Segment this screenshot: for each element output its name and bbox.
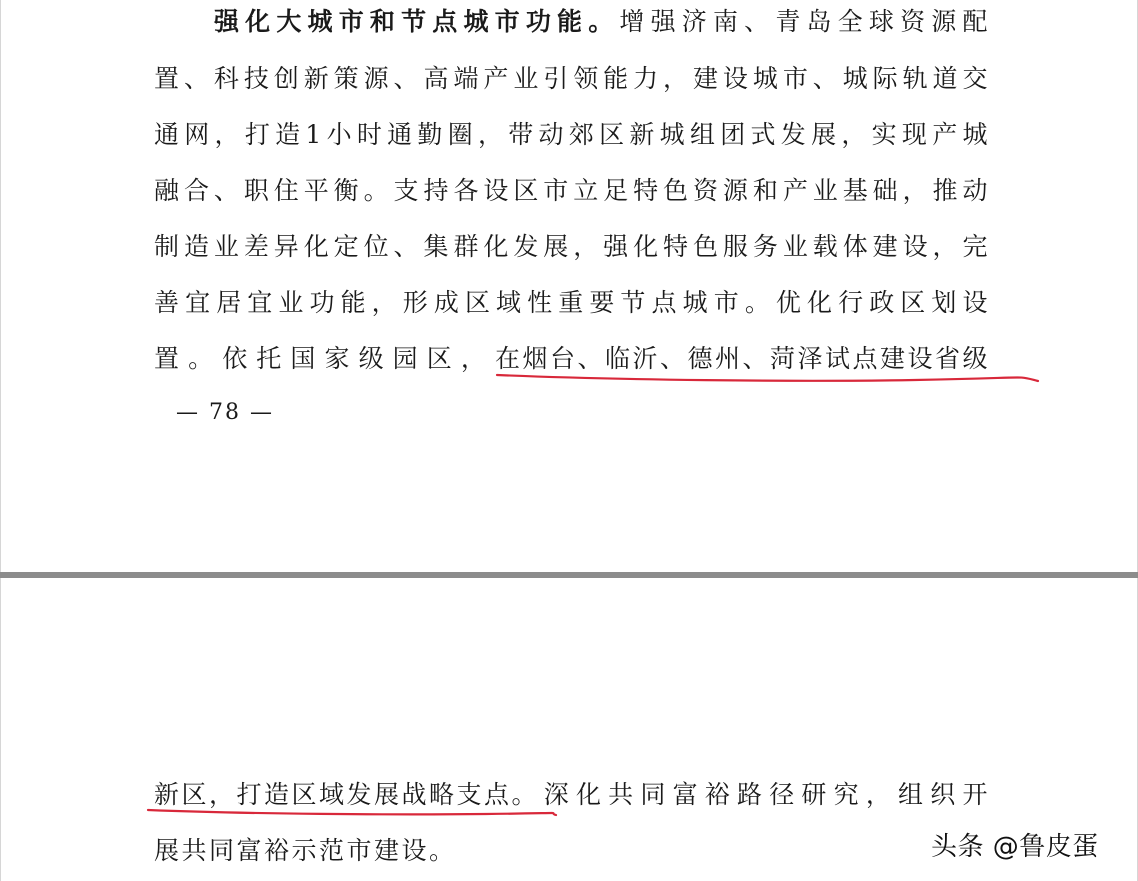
page-number: — 78 — <box>176 400 274 425</box>
paragraph-line-7 <box>154 339 990 379</box>
paragraph-line-3: 通网，打造1小时通勤圈，带动郊区新城组团式发展，实现产城 <box>154 120 990 149</box>
paragraph-line-4: 融合、职住平衡。支持各设区市立足特色资源和产业基础，推动 <box>154 176 990 205</box>
source-watermark: 头条 @鲁皮蛋 <box>931 832 1099 862</box>
highlighted-phrase: 在烟台、临沂、德州、菏泽试点建设省级 <box>495 339 990 379</box>
highlighted-phrase: 新区，打造区域发展战略支点。 <box>154 775 539 815</box>
line-text: 置。依托国家级园区， <box>154 344 495 373</box>
paragraph-line-5: 制造业差异化定位、集群化发展，强化特色服务业载体建设，完 <box>154 232 990 261</box>
paragraph-line-1 <box>214 2 990 42</box>
paragraph-line-6: 善宜居宜业功能，形成区域性重要节点城市。优化行政区划设 <box>154 288 990 317</box>
line-text: 深化共同富裕路径研究，组织开 <box>539 780 990 809</box>
line-text: 增强济南、青岛全球资源配 <box>619 7 990 36</box>
section-heading: 强化大城市和节点城市功能。 <box>214 7 620 36</box>
paragraph-line-9: 展共同富裕示范市建设。 <box>154 836 457 865</box>
paragraph-line-8 <box>154 775 990 815</box>
paragraph-line-2: 置、科技创新策源、高端产业引领能力，建设城市、城际轨道交 <box>154 64 990 93</box>
